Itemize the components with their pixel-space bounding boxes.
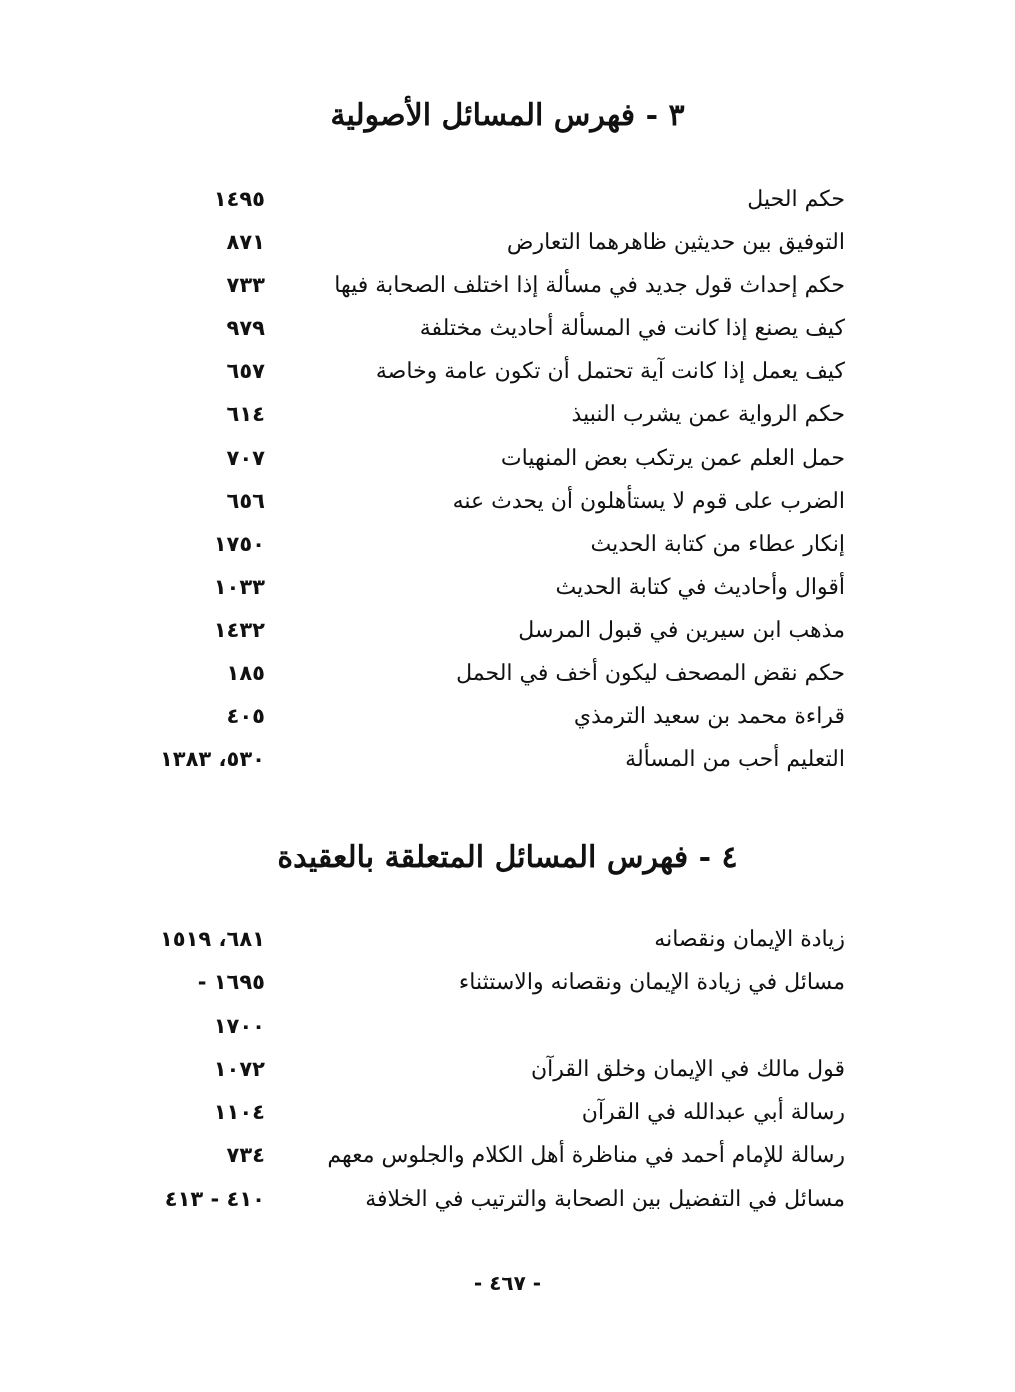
entry-pages: ١٦٩٥ - <box>197 970 265 995</box>
index-entry-continuation <box>0 1005 1015 1048</box>
entry-pages: ١١٠٤ <box>213 1100 265 1125</box>
entry-pages: ٨٧١ <box>226 230 265 255</box>
entry-pages: ٥٣٠، ١٣٨٣ <box>159 747 265 772</box>
entry-pages: ٦١٤ <box>226 402 265 427</box>
index-entry <box>0 480 1015 523</box>
entry-topic: كيف يصنع إذا كانت في المسألة أحاديث مختلفة <box>419 316 845 342</box>
index-entry <box>0 437 1015 480</box>
entry-pages: ١٤٩٥ <box>213 187 265 211</box>
entry-topic: حكم الحيل <box>747 187 845 212</box>
entry-topic: التعليم أحب من المسألة <box>625 747 845 773</box>
index-entry <box>0 1048 1015 1091</box>
entry-topic: حمل العلم عمن يرتكب بعض المنهيات <box>500 445 845 471</box>
index-entry <box>0 1178 1015 1221</box>
entry-pages: ١٨٥ <box>226 661 265 686</box>
entry-pages: ٧٠٧ <box>226 445 265 470</box>
page-number: - ٤٦٧ - <box>473 1271 542 1295</box>
entry-topic: قراءة محمد بن سعيد الترمذي <box>573 704 845 730</box>
entry-topic: حكم نقض المصحف ليكون أخف في الحمل <box>456 661 845 687</box>
entry-topic: حكم الرواية عمن يشرب النبيذ <box>571 402 845 428</box>
entry-topic: مذهب ابن سيرين في قبول المرسل <box>518 617 845 643</box>
section-4-title: ٤ - فهرس المسائل المتعلقة بالعقيدة <box>277 840 738 875</box>
section-3-entries <box>0 178 1015 781</box>
index-entry <box>0 1134 1015 1177</box>
index-entry <box>0 221 1015 264</box>
index-entry <box>0 393 1015 436</box>
entry-topic: الضرب على قوم لا يستأهلون أن يحدث عنه <box>452 488 845 514</box>
index-entry <box>0 695 1015 738</box>
entry-topic: زيادة الإيمان ونقصانه <box>654 927 845 952</box>
entry-topic: كيف يعمل إذا كانت آية تحتمل أن تكون عامة وخاصة <box>375 359 845 385</box>
index-entry <box>0 566 1015 609</box>
index-entry <box>0 350 1015 393</box>
entry-pages: ٧٣٣ <box>226 273 265 298</box>
entry-pages: ٤٠٥ <box>226 704 265 729</box>
entry-pages: ٦٥٧ <box>226 359 265 384</box>
entry-topic: إنكار عطاء من كتابة الحديث <box>590 531 845 557</box>
entry-pages: ٦٥٦ <box>226 488 265 513</box>
entry-pages: ٦٨١، ١٥١٩ <box>159 927 265 951</box>
entry-pages: ١٧٥٠ <box>213 531 265 556</box>
index-entry <box>0 609 1015 652</box>
entry-topic: رسالة للإمام أحمد في مناظرة أهل الكلام والجلوس معهم <box>327 1143 845 1169</box>
index-entry <box>0 1091 1015 1134</box>
index-entry <box>0 652 1015 695</box>
entry-pages: ١٤٣٢ <box>213 617 265 642</box>
entry-topic: قول مالك في الإيمان وخلق القرآن <box>531 1056 845 1082</box>
entry-topic: حكم إحداث قول جديد في مسألة إذا اختلف الصحابة فيها <box>334 273 845 299</box>
index-entry <box>0 961 1015 1004</box>
entry-pages: ١٠٣٣ <box>213 574 265 599</box>
entry-pages: ٧٣٤ <box>226 1143 265 1168</box>
section-4-entries <box>0 918 1015 1221</box>
index-entry <box>0 738 1015 781</box>
section-3-title: ٣ - فهرس المسائل الأصولية <box>330 98 685 133</box>
index-entry <box>0 523 1015 566</box>
entry-topic: أقوال وأحاديث في كتابة الحديث <box>555 574 845 600</box>
entry-topic: رسالة أبي عبدالله في القرآن <box>581 1100 845 1126</box>
entry-topic: التوفيق بين حديثين ظاهرهما التعارض <box>506 230 845 256</box>
entry-pages: ١٧٠٠ <box>213 1013 265 1038</box>
entry-topic: مسائل في زيادة الإيمان ونقصانه والاستثناء <box>458 970 845 996</box>
entry-topic: مسائل في التفضيل بين الصحابة والترتيب في الخلافة <box>365 1186 845 1212</box>
index-entry <box>0 918 1015 961</box>
index-entry <box>0 178 1015 221</box>
index-entry <box>0 264 1015 307</box>
entry-pages: ١٠٧٢ <box>213 1056 265 1081</box>
entry-pages: ٤١٠ - ٤١٣ <box>164 1186 265 1211</box>
entry-pages: ٩٧٩ <box>226 316 265 341</box>
index-entry <box>0 307 1015 350</box>
